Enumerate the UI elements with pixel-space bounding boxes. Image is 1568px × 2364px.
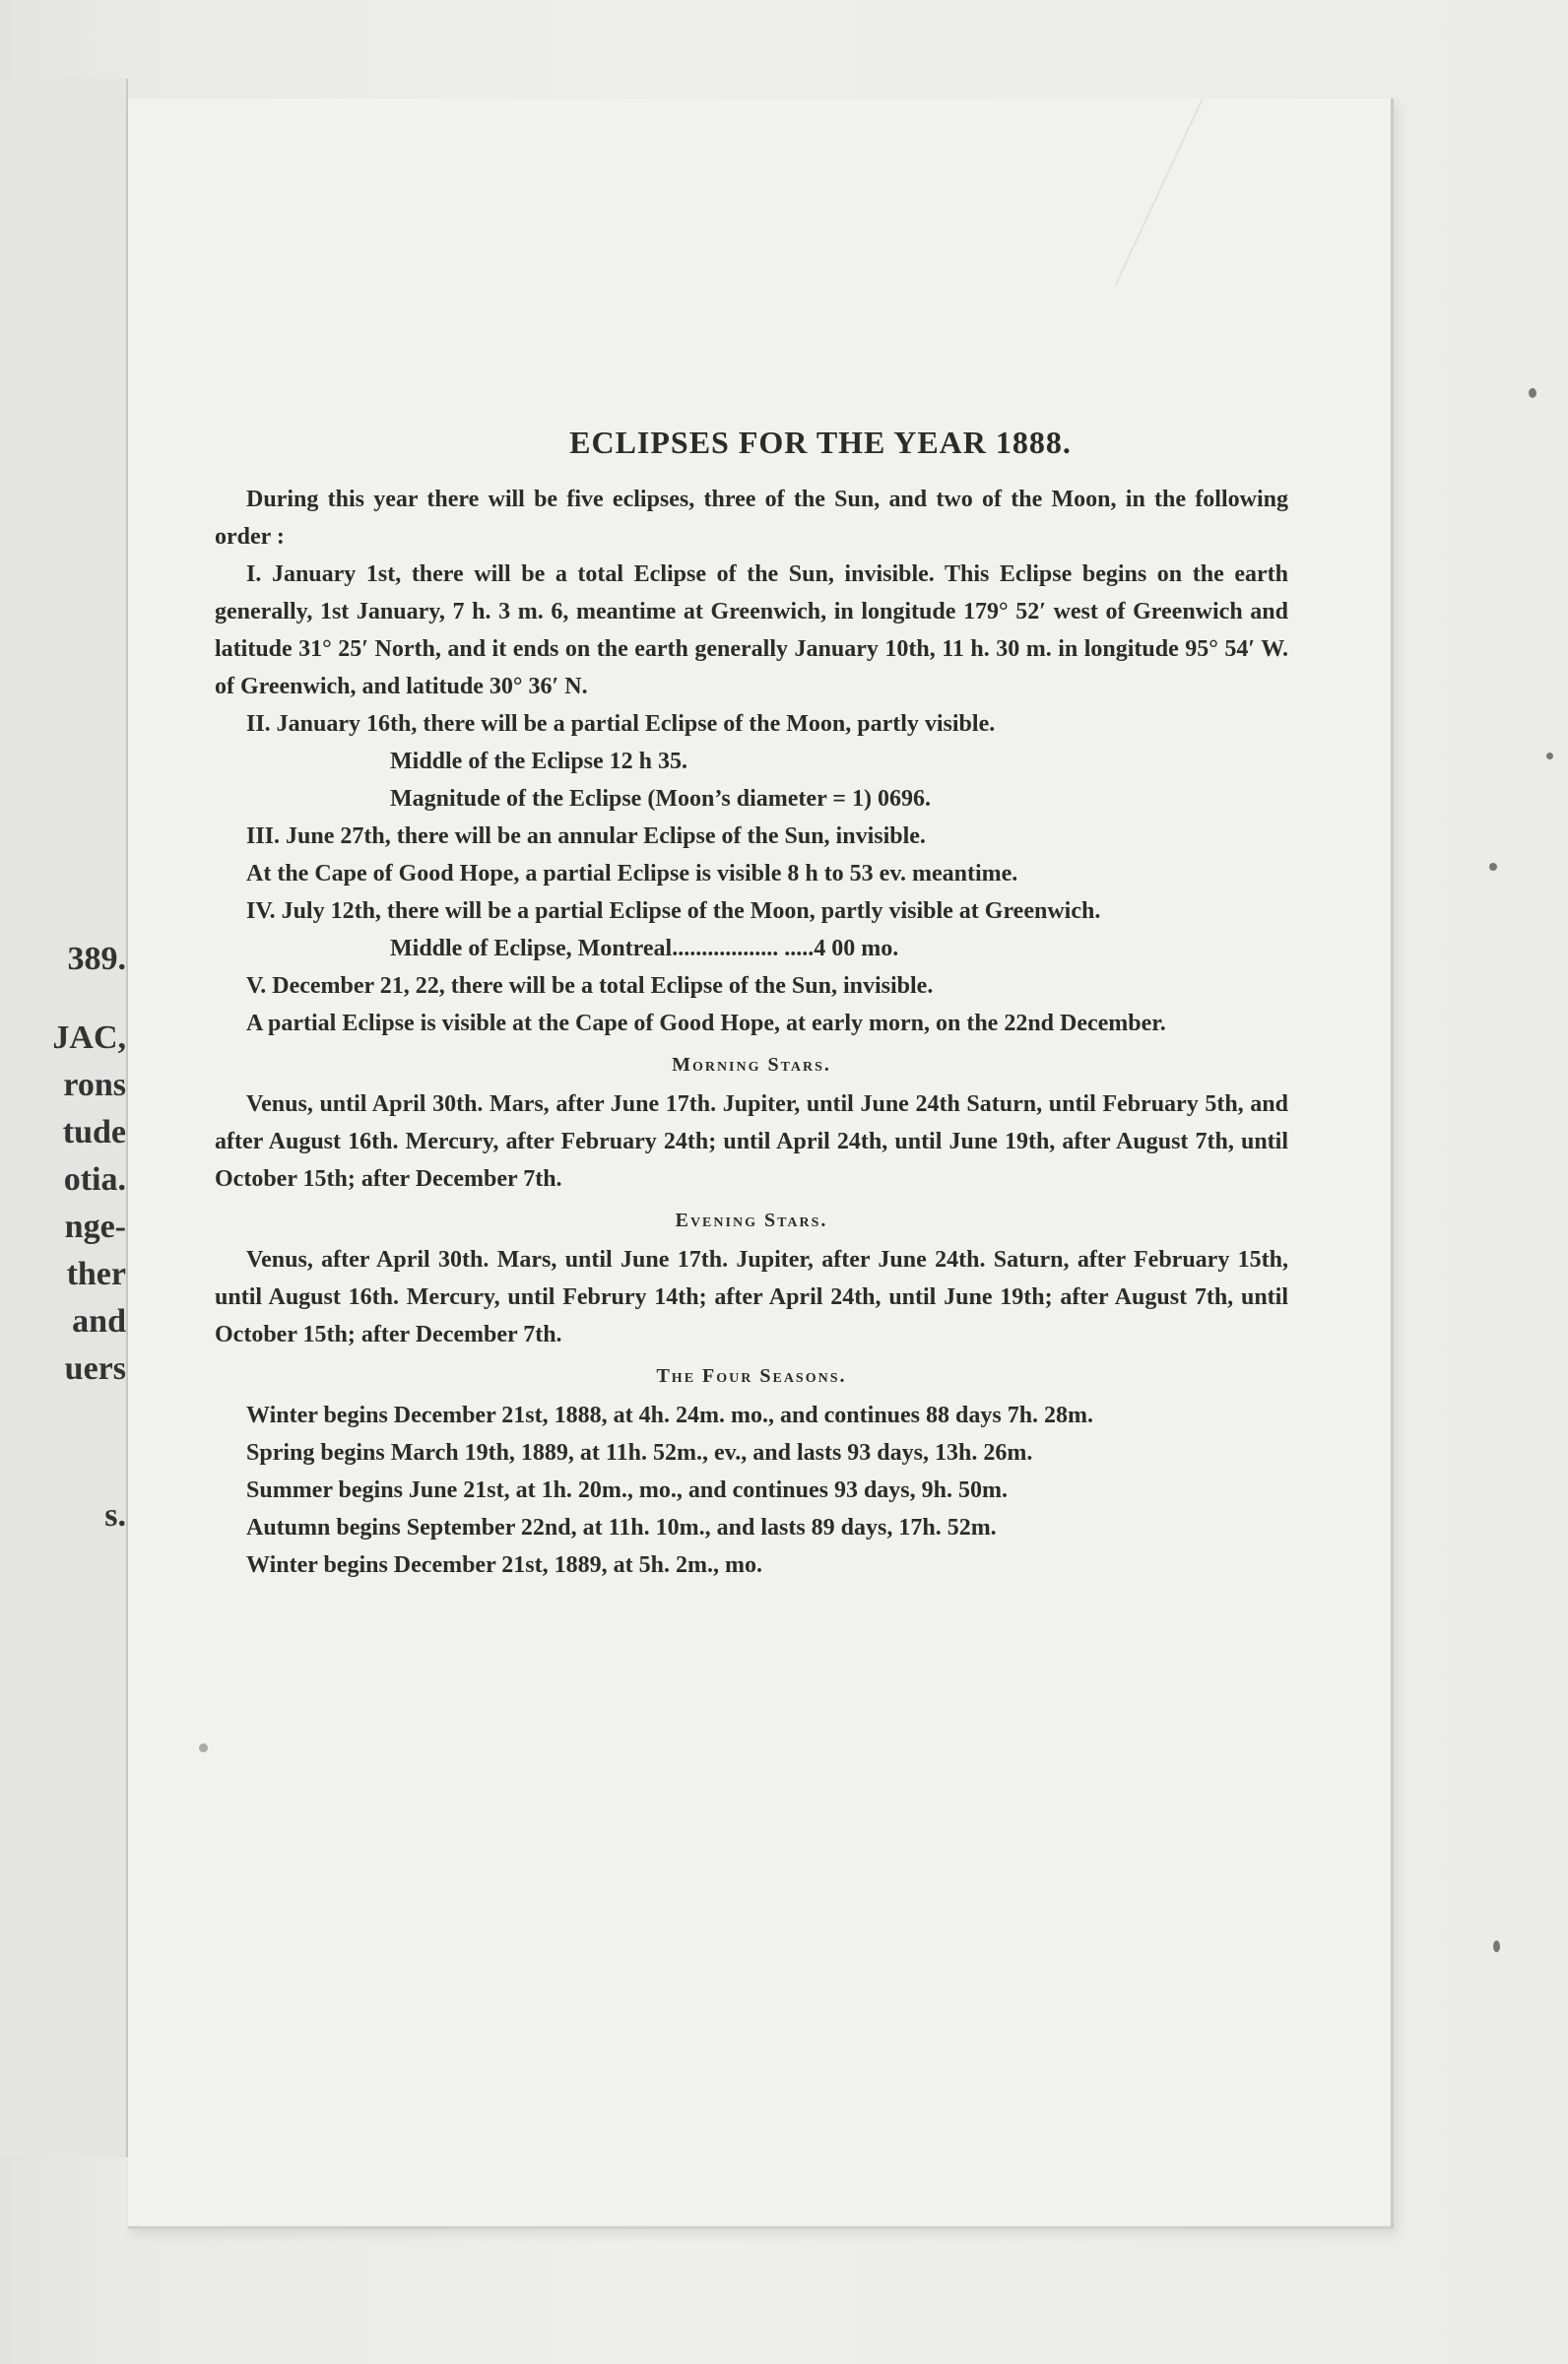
four-seasons-heading: The Four Seasons.	[656, 1365, 847, 1387]
eclipse-2-magnitude: Magnitude of the Eclipse (Moon’s diameter = 1) 0696.	[390, 786, 931, 812]
season-winter-1888: Winter begins December 21st, 1888, at 4h. 24m. mo., and continues 88 days 7h. 28m.	[246, 1403, 1094, 1428]
season-winter-1889: Winter begins December 21st, 1889, at 5h. 2m., mo.	[246, 1552, 762, 1578]
eclipse-4-middle: Middle of Eclipse, Montreal.................. .....4 00 mo.	[390, 936, 899, 961]
left-fragment: 389.	[67, 941, 126, 977]
left-fragment: rons	[63, 1067, 126, 1103]
page-title: ECLIPSES FOR THE YEAR 1888.	[569, 425, 1072, 460]
eclipse-5: V. December 21, 22, there will be a total Eclipse of the Sun, invisible.	[246, 973, 934, 999]
left-fragment: nge-	[64, 1209, 126, 1245]
ink-speck	[1493, 1940, 1500, 1952]
season-spring: Spring begins March 19th, 1889, at 11h. 52m., ev., and lasts 93 days, 13h. 26m.	[246, 1440, 1033, 1466]
intro-paragraph: During this year there will be five eclipses, three of the Sun, and two of the Moon, in the following order :	[215, 487, 1288, 550]
ink-speck	[1489, 863, 1497, 871]
eclipse-4: IV. July 12th, there will be a partial Eclipse of the Moon, partly visible at Greenwich.	[246, 898, 1101, 924]
season-autumn: Autumn begins September 22nd, at 11h. 10m., and lasts 89 days, 17h. 52m.	[246, 1515, 997, 1541]
left-fragment: and	[72, 1303, 126, 1340]
ink-speck	[199, 1743, 208, 1752]
morning-stars-text: Venus, until April 30th. Mars, after June 17th. Jupiter, until June 24th Saturn, until February 5th, and after August 16th. Mercury, after February 24th; until April 24th, until June 19th, after August 7th, until October 15th; after December 7th.	[215, 1091, 1288, 1192]
evening-stars-heading: Evening Stars.	[675, 1210, 828, 1231]
morning-stars-heading: Morning Stars.	[672, 1054, 831, 1076]
left-fragment: JAC,	[52, 1019, 126, 1056]
eclipse-3-cape: At the Cape of Good Hope, a partial Eclipse is visible 8 h to 53 ev. meantime.	[246, 861, 1018, 886]
season-summer: Summer begins June 21st, at 1h. 20m., mo., and continues 93 days, 9h. 50m.	[246, 1478, 1008, 1503]
evening-stars-text: Venus, after April 30th. Mars, until June 17th. Jupiter, after June 24th. Saturn, after February 15th, until August 16th. Mercury, until Februry 14th; after April 24th, until June 19th; after August 7th, until October 15th; after December 7th.	[215, 1247, 1288, 1347]
eclipse-1: I. January 1st, there will be a total Eclipse of the Sun, invisible. This Eclipse begins on the earth generally, 1st January, 7 h. 3 m. 6, meantime at Greenwich, in longitude 179° 52′ west of Greenwich and latitude 31° 25′ North, and it ends on the earth generally January 10th, 11 h. 30 m. in longitude 95° 54′ W. of Greenwich, and latitude 30° 36′ N.	[215, 561, 1288, 699]
left-fragment: ther	[66, 1256, 126, 1292]
ink-speck	[1546, 753, 1553, 759]
ink-speck	[1529, 388, 1536, 398]
eclipse-5-cape: A partial Eclipse is visible at the Cape of Good Hope, at early morn, on the 22nd December.	[246, 1011, 1166, 1036]
eclipses-article	[215, 424, 1288, 1584]
left-fragment: otia.	[63, 1161, 126, 1198]
eclipse-2: II. January 16th, there will be a partial Eclipse of the Moon, partly visible.	[246, 711, 996, 737]
left-fragment: tude	[62, 1114, 126, 1150]
almanac-page	[128, 98, 1394, 2229]
eclipse-2-middle: Middle of the Eclipse 12 h 35.	[390, 749, 688, 774]
page-fold	[1114, 98, 1391, 286]
left-fragment: uers	[64, 1350, 126, 1387]
eclipse-3: III. June 27th, there will be an annular Eclipse of the Sun, invisible.	[246, 823, 926, 849]
left-fragment: s.	[104, 1497, 126, 1534]
left-page-edge	[0, 79, 128, 2157]
